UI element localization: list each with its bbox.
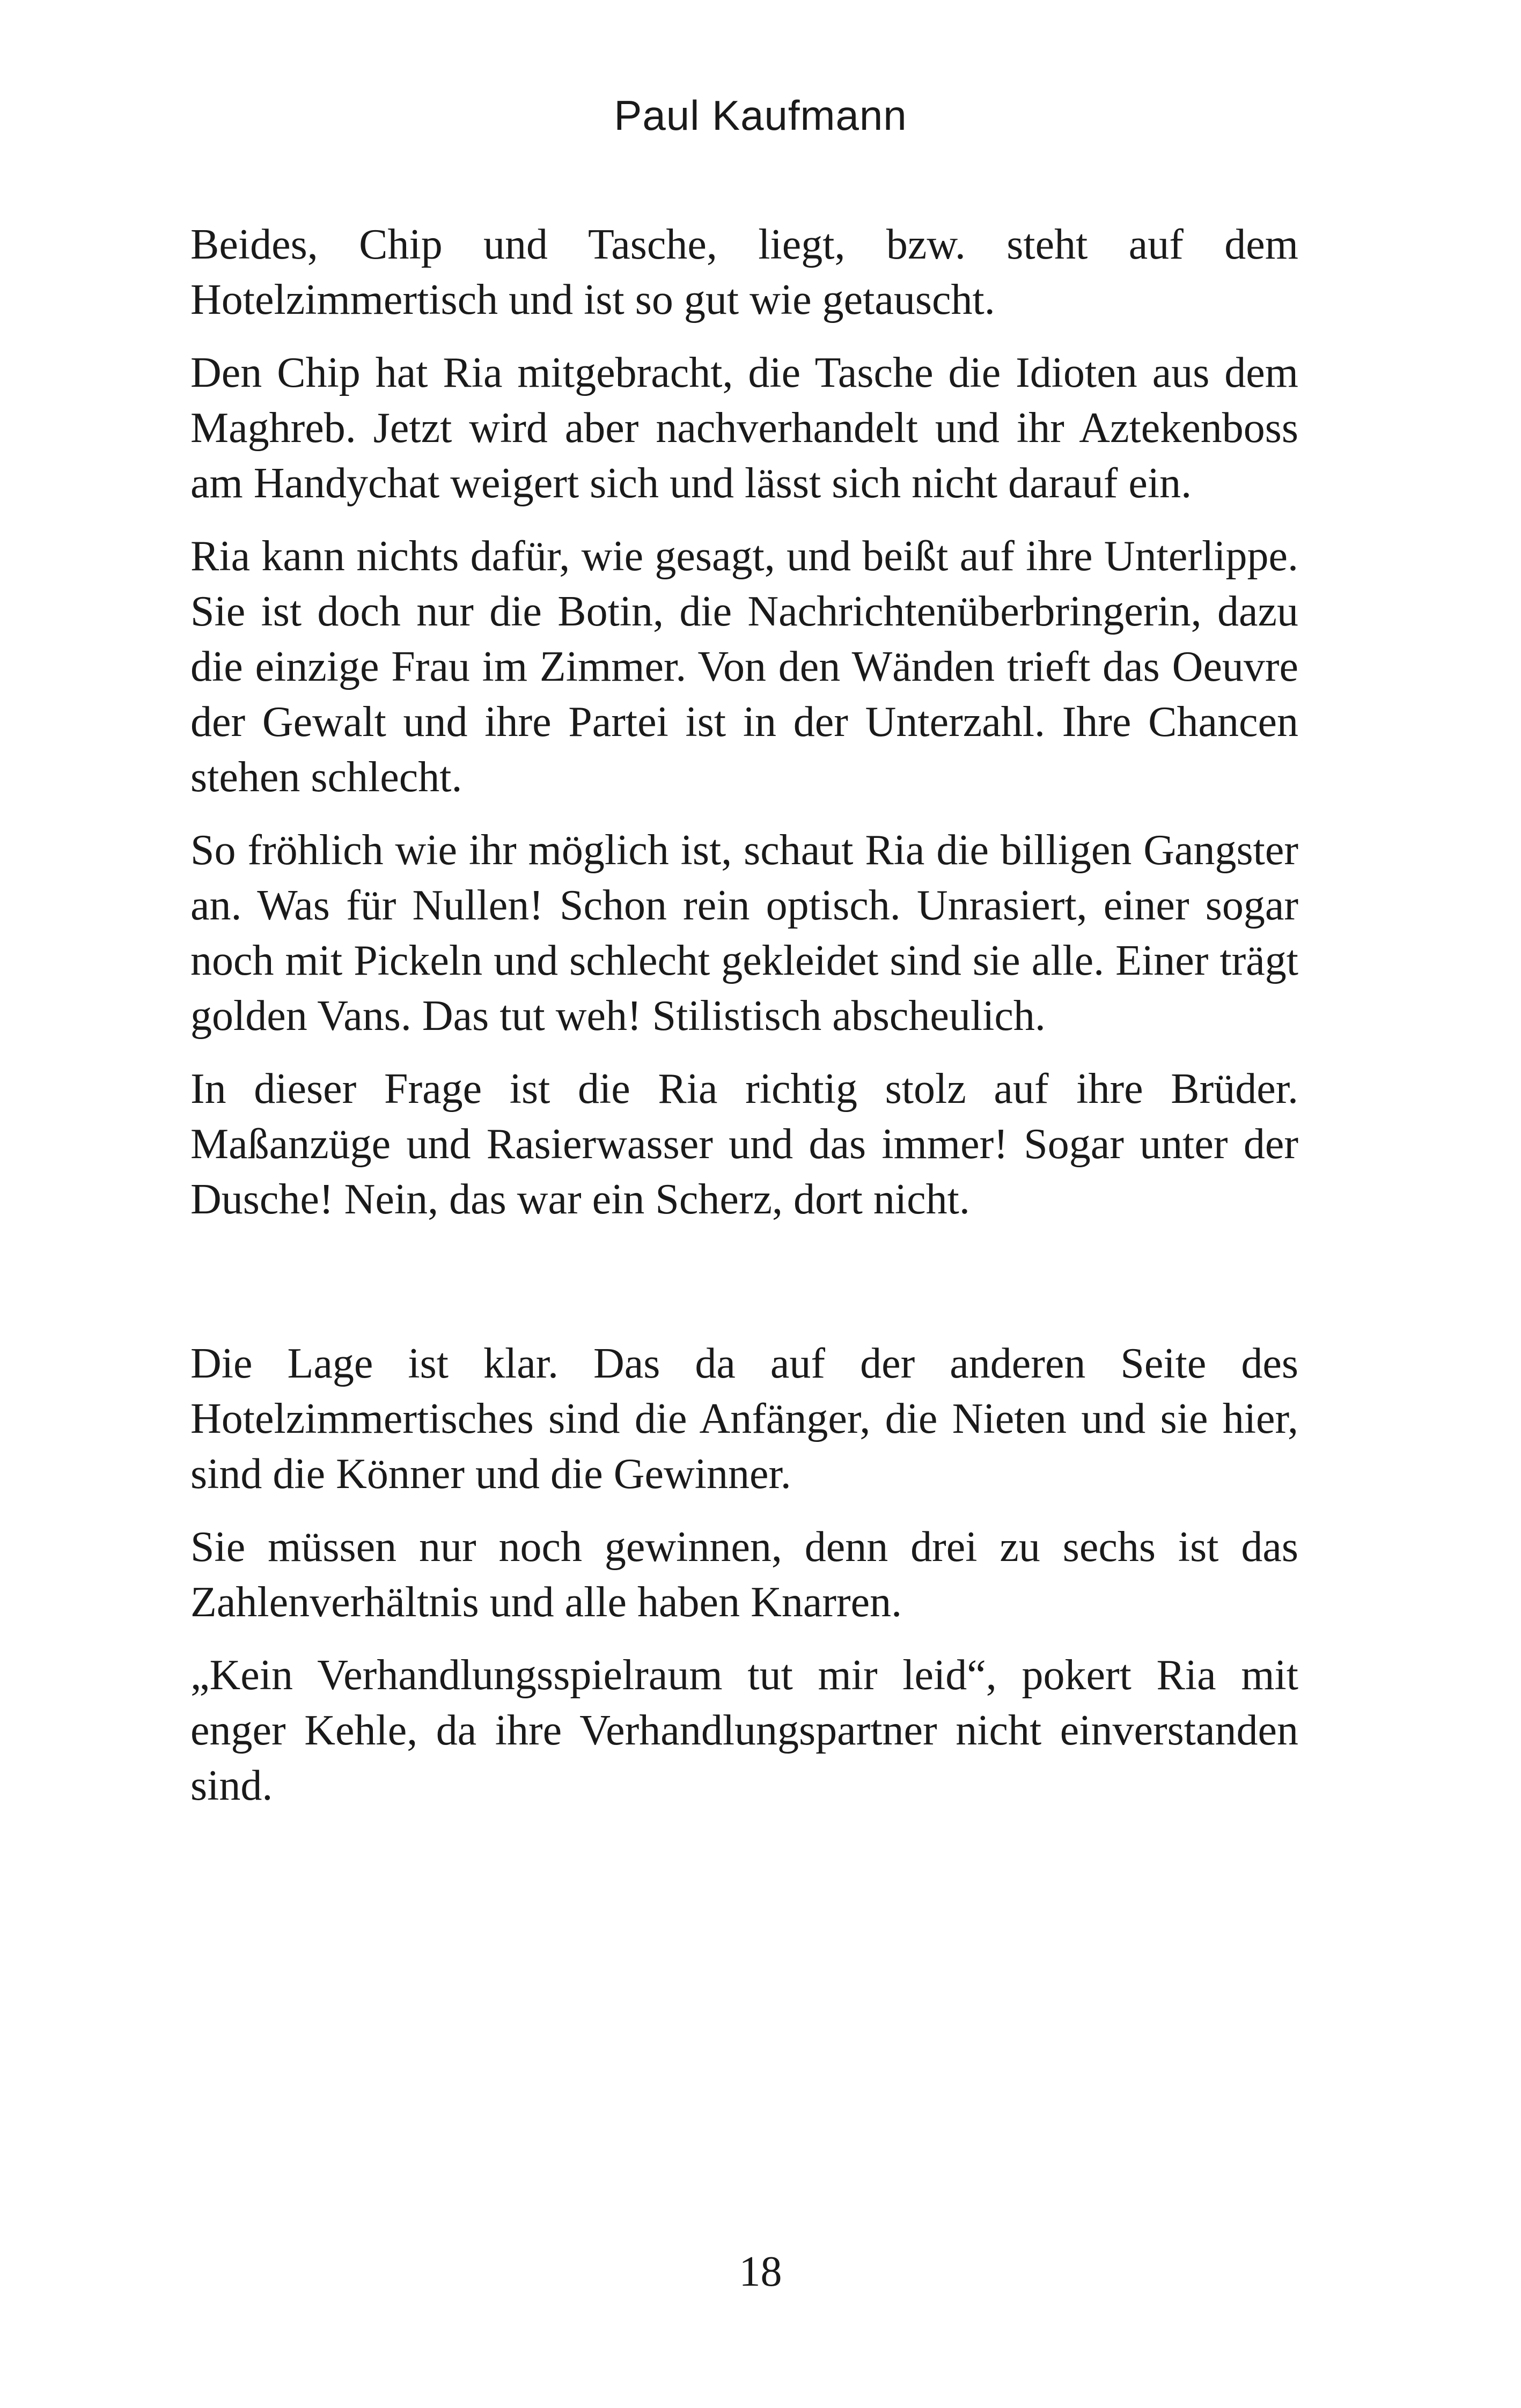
running-header-author: Paul Kaufmann [614,92,907,139]
paragraph: So fröhlich wie ihr möglich ist, schaut Ria die billigen Gangster an. Was für Nullen! Schon rein optisch. Unrasiert, einer sogar noch mit Pickeln und schlecht gekleidet sind sie alle. Einer trägt golden Vans. Das tut weh! Stilistisch abscheulich. [190,827,1298,1040]
paragraph: Sie müssen nur noch gewinnen, denn drei zu sechs ist das Zahlenverhältnis und alle haben Knarren. [190,1523,1298,1626]
paragraph: Ria kann nichts dafür, wie gesagt, und beißt auf ihre Unterlippe. Sie ist doch nur die Botin, die Nachrichtenüberbringerin, dazu die einzige Frau im Zimmer. Von den Wänden trieft das Oeuvre der Gewalt und ihre Partei ist in der Unterzahl. Ihre Chancen stehen schlecht. [190,533,1298,801]
paragraph: In dieser Frage ist die Ria richtig stolz auf ihre Brüder. Maßanzüge und Rasierwasser und das immer! Sogar unter der Dusche! Nein, das war ein Scherz, dort nicht. [190,1065,1298,1223]
paragraph: Den Chip hat Ria mitgebracht, die Tasche die Idioten aus dem Maghreb. Jetzt wird aber nachverhandelt und ihr Aztekenboss am Handychat weigert sich und lässt sich nicht darauf ein. [190,349,1298,507]
paragraph: Die Lage ist klar. Das da auf der anderen Seite des Hotelzimmertisches sind die Anfänger, die Nieten und sie hier, sind die Könner und die Gewinner. [190,1340,1298,1498]
paragraph: Beides, Chip und Tasche, liegt, bzw. steht auf dem Hotelzimmertisch und ist so gut wie getauscht. [190,221,1298,323]
paragraph: „Kein Verhandlungsspielraum tut mir leid“, pokert Ria mit enger Kehle, da ihre Verhandlungspartner nicht einverstanden sind. [190,1652,1298,1809]
page-number: 18 [739,2248,782,2295]
body-text [190,217,1298,1831]
